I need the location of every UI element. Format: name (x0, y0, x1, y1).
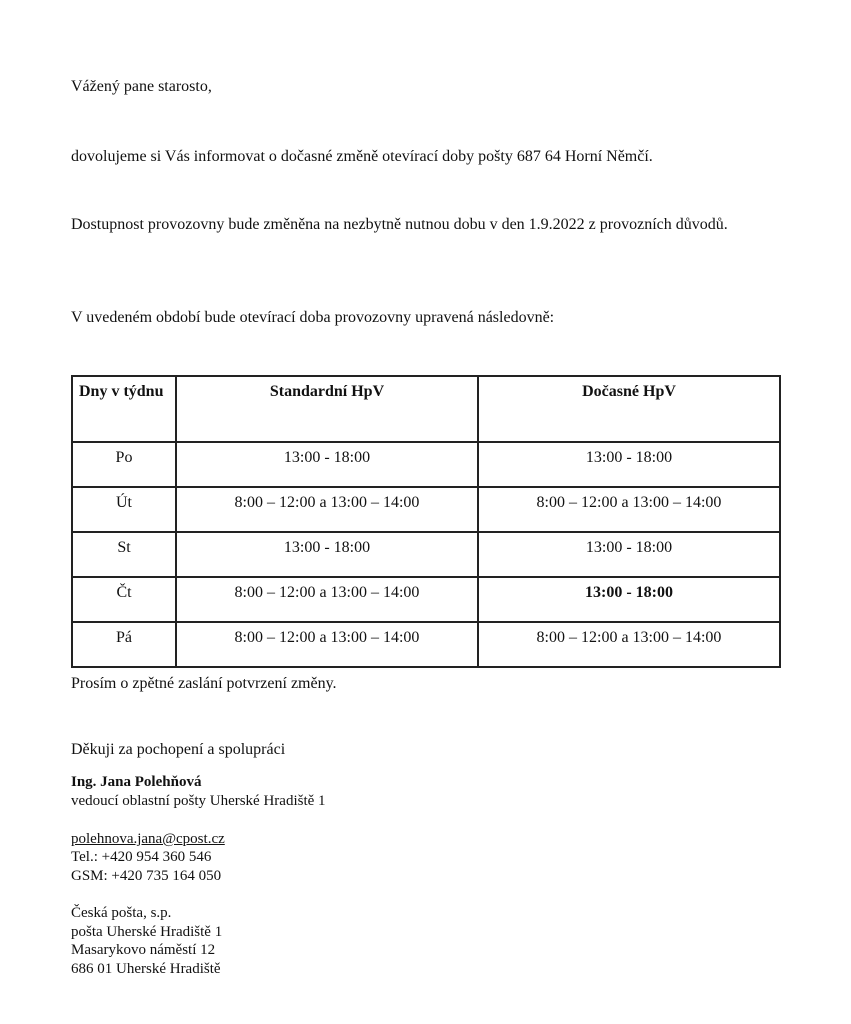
signature-name: Ing. Jana Polehňová (71, 774, 202, 790)
table-row (72, 487, 780, 532)
standard-hours-cell: 8:00 – 12:00 a 13:00 – 14:00 (176, 622, 478, 667)
table-row (72, 442, 780, 487)
address-line-3: Masarykovo náměstí 12 (71, 942, 216, 958)
temporary-hours-cell: 13:00 - 18:00 (478, 532, 780, 577)
signature-role: vedoucí oblastní pošty Uherské Hradiště 1 (71, 793, 326, 809)
day-cell: St (72, 532, 176, 577)
address-line-4: 686 01 Uherské Hradiště (71, 961, 221, 977)
temporary-hours-cell: 8:00 – 12:00 a 13:00 – 14:00 (478, 622, 780, 667)
address-line-2: pošta Uherské Hradiště 1 (71, 924, 223, 940)
address-line-1: Česká pošta, s.p. (71, 905, 172, 921)
table-row (72, 577, 780, 622)
intro-paragraph: dovolujeme si Vás informovat o dočasné změně otevírací doby pošty 687 64 Horní Němčí. (71, 148, 653, 165)
header-days: Dny v týdnu (72, 376, 176, 442)
email-link[interactable]: polehnova.jana@cpost.cz (71, 831, 225, 847)
temporary-hours-cell: 8:00 – 12:00 a 13:00 – 14:00 (478, 487, 780, 532)
temporary-hours-cell: 13:00 - 18:00 (478, 442, 780, 487)
standard-hours-cell: 13:00 - 18:00 (176, 442, 478, 487)
day-cell: Pá (72, 622, 176, 667)
availability-paragraph: Dostupnost provozovny bude změněna na nezbytně nutnou dobu v den 1.9.2022 z provozních důvodů. (71, 216, 728, 233)
opening-hours-table (71, 375, 781, 668)
period-note: V uvedeném období bude otevírací doba provozovny upravená následovně: (71, 309, 555, 326)
table-header-row (72, 376, 780, 442)
temporary-hours-cell: 13:00 - 18:00 (478, 577, 780, 622)
telephone: Tel.: +420 954 360 546 (71, 849, 212, 865)
standard-hours-cell: 13:00 - 18:00 (176, 532, 478, 577)
day-cell: Po (72, 442, 176, 487)
thanks: Děkuji za pochopení a spolupráci (71, 741, 286, 758)
header-temporary: Dočasné HpV (478, 376, 780, 442)
mobile: GSM: +420 735 164 050 (71, 868, 222, 884)
salutation: Vážený pane starosto, (71, 78, 212, 95)
confirmation-request: Prosím o zpětné zaslání potvrzení změny. (71, 675, 337, 692)
day-cell: Út (72, 487, 176, 532)
standard-hours-cell: 8:00 – 12:00 a 13:00 – 14:00 (176, 487, 478, 532)
standard-hours-cell: 8:00 – 12:00 a 13:00 – 14:00 (176, 577, 478, 622)
header-standard: Standardní HpV (176, 376, 478, 442)
day-cell: Čt (72, 577, 176, 622)
table-row (72, 622, 780, 667)
table-row (72, 532, 780, 577)
